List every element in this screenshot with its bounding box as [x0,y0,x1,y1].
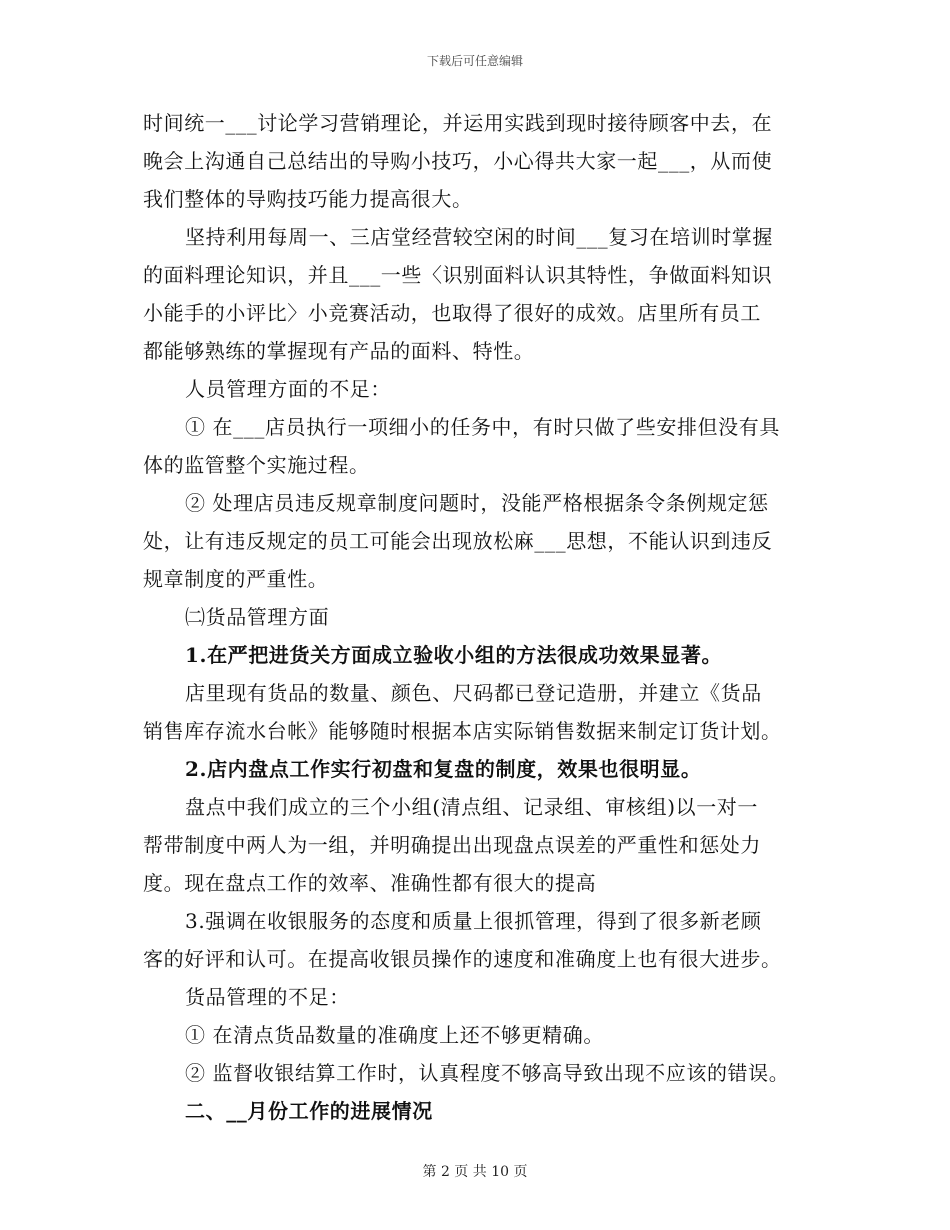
text-line: 规章制度的严重性。 [143,567,329,591]
text-line: 帮带制度中两人为一组，并明确提出出现盘点误差的严重性和惩处力 [143,833,761,857]
text-line: 体的监管整个实施过程。 [143,453,370,477]
document-body [143,104,813,1130]
text-line: 货品管理的不足： [185,985,350,1009]
text-line: 坚持利用每周一、三店堂经营较空闲的时间___复习在培训时掌握 [185,225,773,249]
text-line: ① 在___店员执行一项细小的任务中，有时只做了些安排但没有具 [185,415,780,439]
text-line: 度。现在盘点工作的效率、准确性都有很大的提高 [143,871,597,895]
text-line: 晚会上沟通自己总结出的导购小技巧，小心得共大家一起___，从而使 [143,149,773,173]
text-line: 都能够熟练的掌握现有产品的面料、特性。 [143,339,535,363]
text-line: 的面料理论知识，并且___一些〈识别面料认识其特性，争做面料知识 [143,263,773,287]
text-line: ㈡货品管理方面 [185,605,330,629]
text-line: 我们整体的导购技巧能力提高很大。 [143,187,473,211]
text-line: 客的好评和认可。在提高收银员操作的速度和准确度上也有很大进步。 [143,947,782,971]
page-footer: 第 2 页 共 10 页 [422,1164,528,1180]
text-line: 小能手的小评比〉小竞赛活动，也取得了很好的成效。店里所有员工 [143,301,761,325]
text-line: ① 在清点货品数量的准确度上还不够更精确。 [185,1023,604,1047]
text-line: 二、__月份工作的进展情况 [185,1099,433,1123]
text-line: 时间统一___讨论学习营销理论，并运用实践到现时接待顾客中去，在 [143,111,773,135]
text-line: 3.强调在收银服务的态度和质量上很抓管理，得到了很多新老顾 [185,909,762,933]
text-line: 店里现有货品的数量、颜色、尺码都已登记造册，并建立《货品 [185,681,762,705]
text-line: ② 监督收银结算工作时，认真程度不够高导致出现不应该的错误。 [185,1061,790,1085]
text-line: 盘点中我们成立的三个小组(清点组、记录组、审核组)以一对一 [185,795,759,819]
text-line: 1.在严把进货关方面成立验收小组的方法很成功效果显著。 [185,643,723,667]
text-line: ② 处理店员违反规章制度问题时，没能严格根据条令条例规定惩 [185,491,769,515]
page-header: 下载后可任意编辑 [426,54,523,68]
text-line: 处，让有违反规定的员工可能会出现放松麻___思想，不能认识到违反 [143,529,773,553]
text-line: 2.店内盘点工作实行初盘和复盘的制度，效果也很明显。 [185,757,702,781]
text-line: 销售库存流水台帐》能够随时根据本店实际销售数据来制定订货计划。 [143,719,782,743]
text-line: 人员管理方面的不足： [185,377,391,401]
